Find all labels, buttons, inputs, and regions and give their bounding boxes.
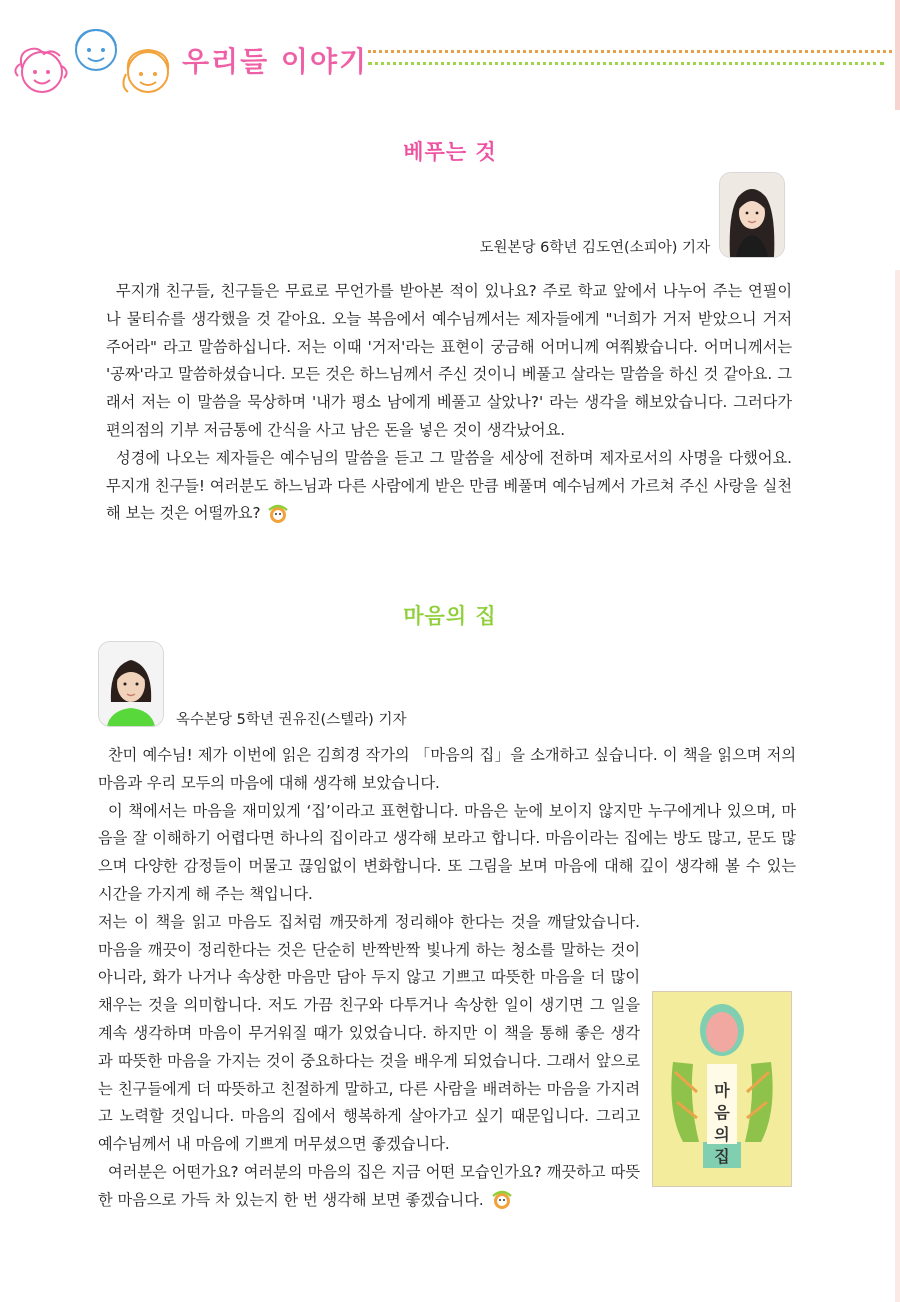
reporter-photo	[98, 641, 164, 727]
paragraph: 이 책에서는 마음을 재미있게 ‘집’이라고 표현합니다. 마음은 눈에 보이지 않지만 누구에게나 있으며, 마음을 잘 이해하기 어렵다면 하나의 집이라고 생각해 보라고 합니다. 마음이라는 집에는 방도 많고, 문도 많으며 다양한 감정들이 머물고 끊임없이 변화합니다. 또 그림을 보며 마음에 대해 깊이 생각해 볼 수 있는 시간을 가지게 해 주는 책입니다.	[98, 801, 796, 903]
reporter-byline: 도원본당 6학년 김도연(소피아) 기자	[479, 240, 710, 256]
paragraph: 무지개 친구들, 친구들은 무료로 무언가를 받아본 적이 있나요? 주로 학교 앞에서 나누어 주는 연필이나 물티슈를 생각했을 것 같아요. 오늘 복음에서 예수님께서는 제자들에게 "너희가 거저 받았으니 거저 주어라" 라고 말씀하십니다. 저는 이때 '거저'라는 표현이 궁금해 어머니께 여쭤봤습니다. 어머니께서는 '공짜'라고 말씀하셨습니다. 모든 것은 하느님께서 주신 것이니 베풀고 살라는 말씀을 하신 것 같아요. 그래서 저는 이 말씀을 묵상하며 '내가 평소 남에게 베풀고 살았나?' 라는 생각을 해보았습니다. 그러다가 편의점의 기부 저금통에 간식을 사고 남은 돈을 넣은 것이 생각났어요.	[106, 282, 792, 439]
paragraph: 찬미 예수님! 제가 이번에 읽은 김희경 작가의 「마음의 집」을 소개하고 싶습니다. 이 책을 읽으며 저의 마음과 우리 모두의 마음에 대해 생각해 보았습니다.	[98, 746, 796, 792]
book-cover-image	[652, 991, 792, 1187]
article-body	[106, 278, 792, 528]
dotted-divider-orange	[368, 50, 892, 53]
reporter-photo	[719, 172, 785, 258]
kids-faces-icon	[14, 24, 174, 100]
article-title: 베푸는 것	[403, 140, 497, 164]
smile-icon	[265, 504, 291, 524]
reporter-byline: 옥수본당 5학년 권유진(스텔라) 기자	[176, 712, 407, 728]
paragraph-text: 여러분은 어떤가요? 여러분의 마음의 집은 지금 어떤 모습인가요? 깨끗하고 따뜻한 마음으로 가득 차 있는지 한 번 생각해 보면 좋겠습니다.	[98, 1162, 640, 1209]
dotted-divider-green	[368, 62, 884, 65]
book-cover-title: 마음의 집	[714, 1081, 730, 1166]
article-title: 마음의 집	[403, 604, 497, 628]
paragraph-text: 저는 이 책을 읽고 마음도 집처럼 깨끗하게 정리해야 한다는 것을 깨달았습니다. 마음을 깨끗이 정리한다는 것은 단순히 반짝반짝 빛나게 하는 청소를 말하는 것이 아니라, 화가 나거나 속상한 마음만 담아 두지 않고 기쁘고 따뜻한 마음을 더 많이 채우는 것을 의미합니다. 저도 가끔 친구와 다투거나 속상한 일이 생기면 그 일을 계속 생각하며 마음이 무거워질 때가 있었습니다. 하지만 이 책을 통해 좋은 생각과 따뜻한 마음을 가지는 것이 중요하다는 것을 배우게 되었습니다. 그래서 앞으로는 친구들에게 더 따뜻하고 친절하게 말하고, 다른 사람을 배려하는 마음을 가지려고 노력할 것입니다. 마음의 집에서 행복하게 살아가고 싶기 때문입니다. 그리고 예수님께서 내 마음에 기쁘게 머무셨으면 좋겠습니다.	[98, 912, 640, 1154]
section-header	[14, 24, 894, 104]
smile-icon	[489, 1190, 515, 1210]
paragraph-text: 성경에 나오는 제자들은 예수님의 말씀을 듣고 그 말씀을 세상에 전하며 제자로서의 사명을 다했어요. 무지개 친구들! 여러분도 하느님과 다른 사람에게 받은 만큼 베풀며 예수님께서 가르쳐 주신 사랑을 실천해 보는 것은 어떨까요?	[106, 448, 792, 523]
section-title: 우리들 이야기	[182, 45, 369, 78]
page-edge-decoration	[895, 0, 900, 110]
page-edge-decoration-lower	[895, 270, 900, 1302]
paragraph	[106, 445, 792, 528]
